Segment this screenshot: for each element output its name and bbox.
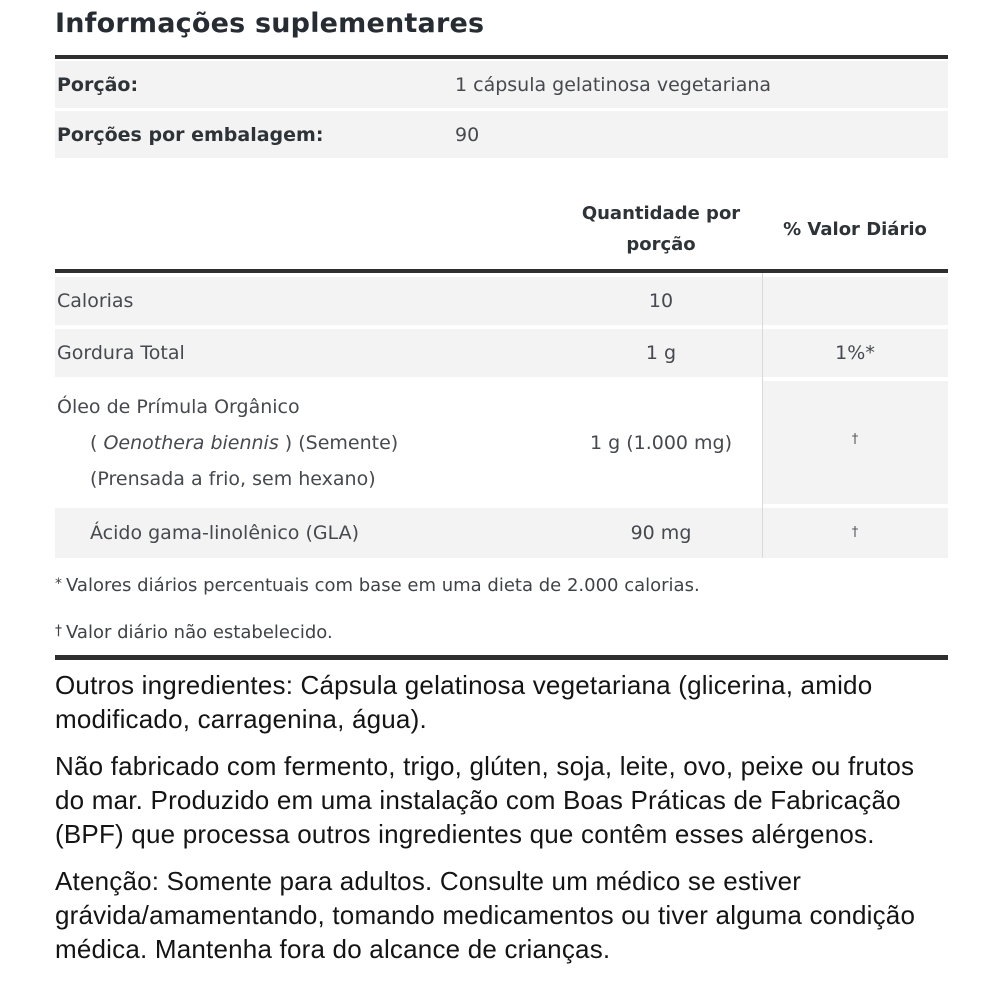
serving-size-row xyxy=(55,61,948,108)
primrose-oil-name-line2: ( Oenothera biennis ) (Semente) xyxy=(90,431,399,454)
divider-rule-top xyxy=(55,55,948,59)
primrose-oil-name-line1: Óleo de Prímula Orgânico xyxy=(57,395,300,418)
footnote-daily-values-text: Valores diários percentuais com base em uma dieta de 2.000 calorias. xyxy=(66,575,700,596)
other-ingredients-paragraph: Outros ingredientes: Cápsula gelatinosa vegetariana (glicerina, amido modificado, carragenina, água). xyxy=(55,670,873,734)
latin-name-italic: Oenothera biennis xyxy=(103,431,279,454)
nutrition-table-body xyxy=(55,273,948,558)
footnote-not-established xyxy=(55,622,948,643)
primrose-oil-name xyxy=(55,389,560,497)
footnote-daily-values xyxy=(55,575,948,596)
serving-info-table xyxy=(55,61,948,158)
gla-amount: 90 mg xyxy=(630,522,692,544)
primrose-oil-name-line3: (Prensada a frio, sem hexano) xyxy=(90,467,376,490)
table-row-calories xyxy=(55,277,948,325)
column-divider-line xyxy=(762,273,763,558)
table-row-total-fat xyxy=(55,329,948,377)
nutrition-table-header xyxy=(55,198,948,269)
divider-rule-bottom xyxy=(55,655,948,660)
serving-size-label: Porção: xyxy=(57,73,139,96)
serving-size-value: 1 cápsula gelatinosa vegetariana xyxy=(455,73,772,96)
asterisk-marker: * xyxy=(55,576,62,592)
amount-header-line2: porção xyxy=(626,234,696,255)
table-row-primrose-oil xyxy=(55,381,948,504)
calories-amount: 10 xyxy=(648,290,674,312)
warning-paragraph: Atenção: Somente para adultos. Consulte um médico se estiver grávida/amamentando, tomando medicamentos ou tiver alguma condição médica. Mantenha fora do alcance de crianças. xyxy=(55,866,916,964)
servings-per-container-value: 90 xyxy=(455,123,480,146)
total-fat-label: Gordura Total xyxy=(57,342,185,364)
servings-per-container-label: Porções por embalagem: xyxy=(57,123,324,146)
primrose-oil-amount: 1 g (1.000 mg) xyxy=(589,431,733,454)
calories-label: Calorias xyxy=(57,290,134,312)
table-row-gla xyxy=(55,508,948,558)
daily-value-header: % Valor Diário xyxy=(783,218,927,240)
allergen-paragraph: Não fabricado com fermento, trigo, glúten, soja, leite, ovo, peixe ou frutos do mar. Produzido em uma instalação com Boas Práticas de Fabricação (BPF) que processa outros ingredientes que contêm esses alérgenos. xyxy=(55,751,915,849)
dagger-symbol: † xyxy=(851,432,859,447)
footnote-not-established-text: Valor diário não estabelecido. xyxy=(66,622,333,643)
page-title: Informações suplementares xyxy=(55,8,485,39)
amount-header-line1: Quantidade por xyxy=(581,203,741,224)
gla-label: Ácido gama-linolênico (GLA) xyxy=(90,522,360,544)
dagger-symbol: † xyxy=(851,525,859,540)
amount-per-serving-header xyxy=(560,198,762,260)
total-fat-daily-value: 1%* xyxy=(835,342,875,364)
servings-per-container-row xyxy=(55,111,948,158)
gla-daily-value xyxy=(762,522,948,544)
total-fat-amount: 1 g xyxy=(645,342,677,364)
dagger-marker: † xyxy=(55,623,62,639)
primrose-oil-daily-value xyxy=(762,381,948,504)
